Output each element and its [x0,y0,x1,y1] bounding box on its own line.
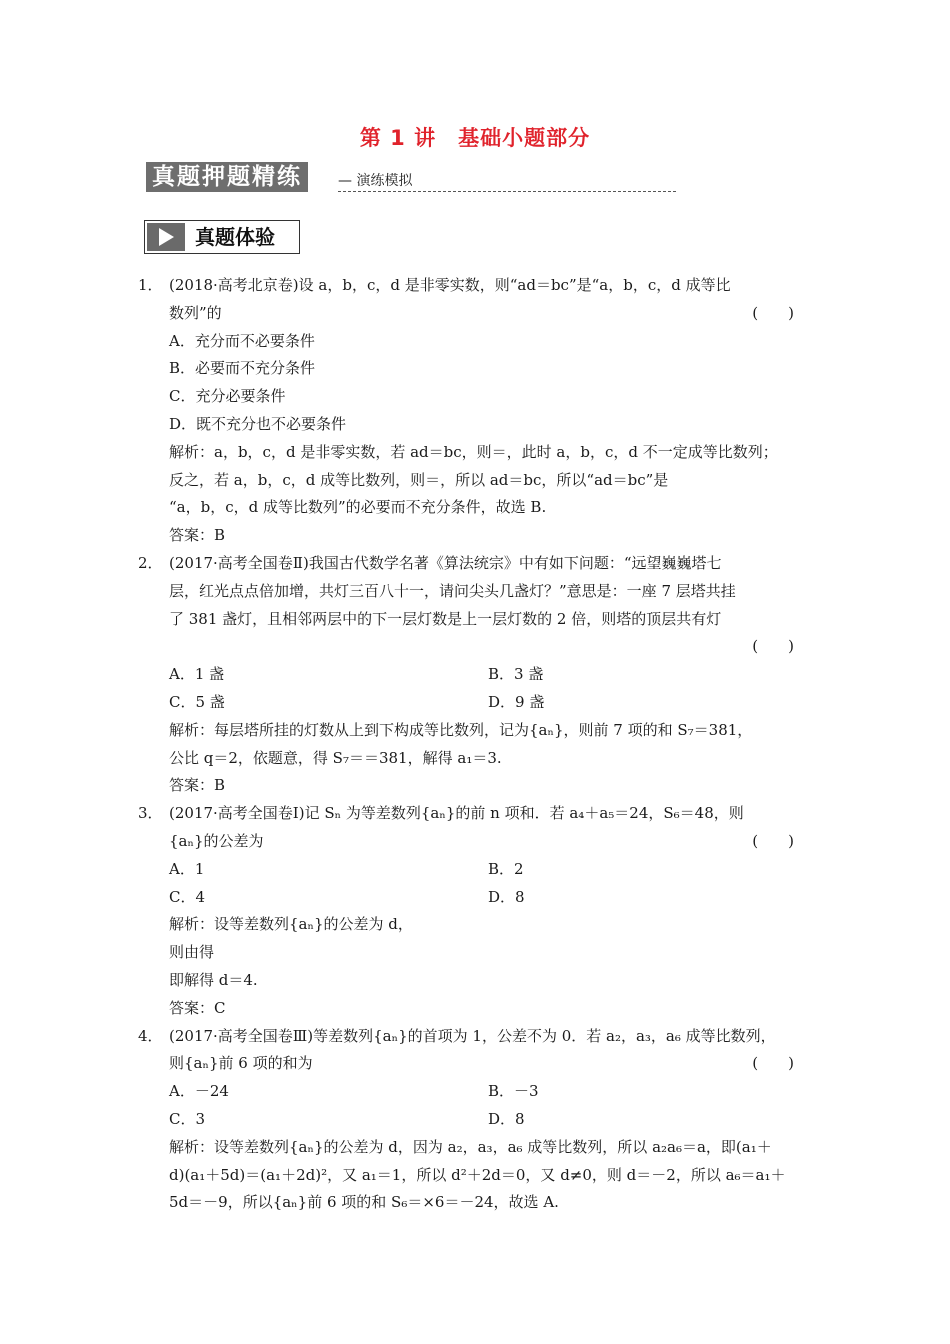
section-arrow-box [147,223,185,251]
question-3-stem: 3． (2017·高考全国卷Ⅰ)记 Sₙ 为等差数列{aₙ}的前 n 项和．若 a₄＋a₅＝24，S₆＝48，则 [138,800,808,828]
options-row [138,661,808,689]
question-number: 4． [138,1026,163,1045]
question-number: 2． [138,553,163,572]
options-row [138,1106,808,1134]
question-2-stem-cont: 了 381 盏灯，且相邻两层中的下一层灯数是上一层灯数的 2 倍，则塔的顶层共有灯 [169,609,722,628]
options-row [138,1078,808,1106]
analysis-line: 5d＝－9，所以{aₙ}前 6 项的和 S₆＝×6＝－24，故选 A. [169,1193,559,1212]
question-2-bracket-row [138,633,808,661]
options-row [138,689,808,717]
analysis-line: 则由得 [169,943,215,962]
analysis-line: 解析：a，b，c，d 是非零实数，若 ad＝bc，则＝，此时 a，b，c，d 不一定成等比数列； [169,442,778,461]
question-3-stem-cont: {aₙ}的公差为 ( ) [138,828,808,856]
analysis-line: 公比 q＝2，依题意，得 S₇＝＝381，解得 a₁＝3. [169,748,502,767]
question-number: 3． [138,804,163,823]
question-number: 1． [138,276,163,294]
analysis-line: 解析：设等差数列{aₙ}的公差为 d， [169,915,413,934]
question-2-stem-cont: 层，红光点点倍加增，共灯三百八十一，请问尖头几盏灯？”意思是：一座 7 层塔共挂 [169,581,736,600]
option-b: B．必要而不充分条件 [169,359,316,378]
question-1-stem-cont: 数列”的 ( ) [138,300,808,328]
answer-line: 答案：B [169,526,226,545]
option-b: B．3 盏 [488,665,544,684]
analysis-line: d)(a₁＋5d)＝(a₁＋2d)²，又 a₁＝1，所以 d²＋2d＝0，又 d≠0，则 d＝－2，所以 a₆＝a₁＋ [169,1165,786,1184]
analysis-line: 即解得 d＝4. [169,970,258,989]
answer-bracket: ( ) [752,637,794,656]
option-c: C．5 盏 [169,692,225,711]
section-header [144,220,300,254]
analysis-line: 解析：设等差数列{aₙ}的公差为 d，因为 a₂，a₃，a₆ 成等比数列，所以 a₂a₆＝a，即(a₁＋ [169,1137,772,1156]
option-a: A．充分而不必要条件 [169,331,315,350]
option-a: A．1 盏 [169,665,225,684]
option-c: C．3 [169,1109,206,1128]
banner-subtitle: — 演练模拟 [338,173,413,189]
analysis-line: “a，b，c，d 成等比数列”的必要而不充分条件，故选 B. [169,498,547,517]
options-row [138,856,808,884]
option-d: D．9 盏 [488,692,545,711]
option-d: D．8 [488,887,525,906]
answer-line: 答案：C [169,998,226,1017]
section-label: 真题体验 [195,225,275,249]
options-row [138,884,808,912]
option-a: A．－24 [169,1082,229,1101]
analysis-line: 解析：每层塔所挂的灯数从上到下构成等比数列，记为{aₙ}，则前 7 项的和 S₇＝381， [169,720,753,739]
option-b: B．－3 [488,1082,539,1101]
section-banner [146,162,532,196]
answer-bracket: ( ) [752,831,794,850]
option-c: C．4 [169,887,206,906]
option-d: D．既不充分也不必要条件 [169,414,347,433]
question-4-stem: 4． (2017·高考全国卷Ⅲ)等差数列{aₙ}的首项为 1，公差不为 0．若 a₂，a₃，a₆ 成等比数列， [138,1023,808,1051]
answer-bracket: ( ) [752,1054,794,1073]
option-c: C．充分必要条件 [169,387,286,406]
answer-line: 答案：B [169,776,226,795]
question-2-stem: 2． (2017·高考全国卷Ⅱ)我国古代数学名著《算法统宗》中有如下问题：“远望巍巍塔七 [138,550,808,578]
play-arrow-icon [159,228,174,246]
option-b: B．2 [488,859,524,878]
option-d: D．8 [488,1109,525,1128]
banner-title: 真题押题精练 [146,162,308,192]
question-1-stem: 1． (2018·高考北京卷)设 a，b，c，d 是非零实数，则“ad＝bc”是“a，b，c，d 成等比 [138,272,808,300]
question-4-stem-cont: 则{aₙ}前 6 项的和为 ( ) [138,1050,808,1078]
question-list [138,272,808,1217]
analysis-line: 反之，若 a，b，c，d 成等比数列，则＝，所以 ad＝bc，所以“ad＝bc”是 [169,470,669,489]
banner-dashed-rule [338,191,676,192]
page-title: 第 1 讲 基础小题部分 [359,126,591,150]
option-a: A．1 [169,859,205,878]
answer-bracket: ( ) [752,303,794,322]
